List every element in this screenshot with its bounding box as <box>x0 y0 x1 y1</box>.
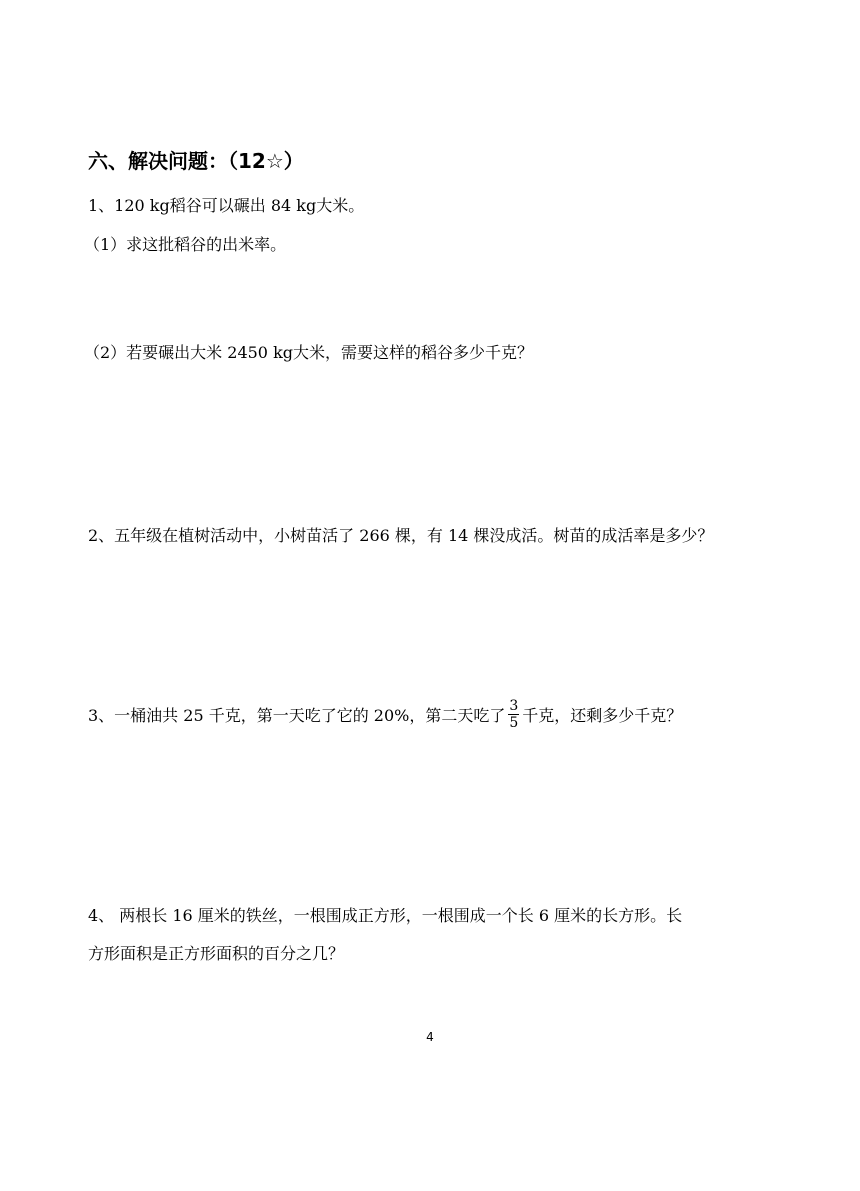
page-number: 4 <box>426 1030 434 1044</box>
problem-1-part-1: （1）求这批稻谷的出米率。 <box>84 235 287 254</box>
problem-3 <box>88 700 682 733</box>
fraction-denominator: 5 <box>509 715 519 731</box>
fraction <box>508 698 519 731</box>
problem-1-part-2: （2）若要碾出大米 2450 kg大米，需要这样的稻谷多少千克？ <box>84 343 534 362</box>
problem-4-line-2: 方形面积是正方形面积的百分之几？ <box>88 944 345 963</box>
problem-2: 2、五年级在植树活动中，小树苗活了 266 棵，有 14 棵没成活。树苗的成活率是多少？ <box>88 526 714 545</box>
problem-4-line-1: 4、 两根长 16 厘米的铁丝，一根围成正方形，一根围成一个长 6 厘米的长方形。长 <box>88 906 683 925</box>
section-title: 六、解决问题：（12☆） <box>88 149 304 173</box>
problem-1: 1、120 kg稻谷可以碾出 84 kg大米。 <box>88 196 365 215</box>
problem-3-text-after: 千克，还剩多少千克？ <box>522 706 683 725</box>
problem-3-text-before: 3、一桶油共 25 千克，第一天吃了它的 20%，第二天吃了 <box>88 706 506 725</box>
fraction-numerator: 3 <box>509 698 519 714</box>
